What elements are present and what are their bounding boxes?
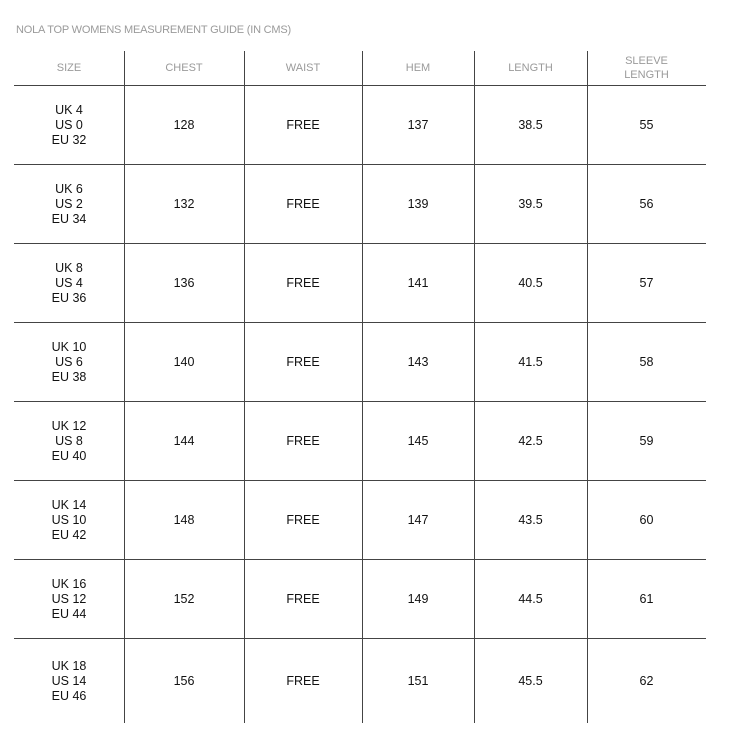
size-eu: EU 32: [51, 132, 87, 147]
waist-cell: FREE: [286, 355, 320, 369]
size-us: US 14: [51, 673, 87, 688]
hem-cell: 143: [407, 355, 429, 369]
hem-cell: 141: [407, 276, 429, 290]
sleeve-length-cell: 58: [639, 355, 654, 369]
table-row: [14, 323, 706, 402]
size-cell: [14, 86, 124, 164]
table-row: [14, 639, 706, 723]
chest-cell: 156: [173, 674, 195, 688]
hem-cell: 137: [407, 118, 429, 132]
size-cell: [14, 244, 124, 322]
length-cell: 41.5: [518, 355, 543, 369]
size-eu: EU 36: [51, 290, 87, 305]
chest-cell: 148: [173, 513, 195, 527]
size-uk: UK 14: [51, 497, 87, 512]
header-length: LENGTH: [508, 62, 553, 74]
size-uk: UK 16: [51, 576, 87, 591]
waist-cell: FREE: [286, 674, 320, 688]
header-sleeve-line2: LENGTH: [624, 69, 669, 81]
page-title: NOLA TOP WOMENS MEASUREMENT GUIDE (IN CMS): [16, 24, 291, 36]
waist-cell: FREE: [286, 592, 320, 606]
sleeve-length-cell: 55: [639, 118, 654, 132]
hem-cell: 139: [407, 197, 429, 211]
chest-cell: 136: [173, 276, 195, 290]
sleeve-length-cell: 61: [639, 592, 654, 606]
sleeve-length-cell: 60: [639, 513, 654, 527]
header-sleeve-line1: SLEEVE: [625, 55, 668, 67]
header-size: SIZE: [56, 62, 82, 74]
size-us: US 10: [51, 512, 87, 527]
table-row: [14, 481, 706, 560]
size-cell: [14, 402, 124, 480]
hem-cell: 151: [407, 674, 429, 688]
waist-cell: FREE: [286, 276, 320, 290]
size-uk: UK 6: [55, 181, 83, 196]
size-uk: UK 10: [51, 339, 87, 354]
length-cell: 44.5: [518, 592, 543, 606]
sleeve-length-cell: 62: [639, 674, 654, 688]
length-cell: 38.5: [518, 118, 543, 132]
length-cell: 45.5: [518, 674, 543, 688]
size-eu: EU 40: [51, 448, 87, 463]
hem-cell: 147: [407, 513, 429, 527]
size-uk: UK 8: [55, 260, 83, 275]
table-row: [14, 165, 706, 244]
length-cell: 43.5: [518, 513, 543, 527]
length-cell: 39.5: [518, 197, 543, 211]
size-cell: [14, 481, 124, 559]
length-cell: 42.5: [518, 434, 543, 448]
header-chest: CHEST: [165, 62, 203, 74]
size-us: US 2: [55, 196, 83, 211]
sleeve-length-cell: 56: [639, 197, 654, 211]
chest-cell: 152: [173, 592, 195, 606]
size-cell: [14, 165, 124, 243]
table-row: [14, 244, 706, 323]
size-uk: UK 12: [51, 418, 87, 433]
size-us: US 0: [55, 117, 83, 132]
size-uk: UK 18: [51, 658, 87, 673]
length-cell: 40.5: [518, 276, 543, 290]
size-cell: [14, 639, 124, 723]
size-us: US 4: [55, 275, 83, 290]
table-row: [14, 402, 706, 481]
chest-cell: 132: [173, 197, 195, 211]
sleeve-length-cell: 59: [639, 434, 654, 448]
header-sleeve-length: [587, 51, 706, 85]
waist-cell: FREE: [286, 434, 320, 448]
size-us: US 6: [55, 354, 83, 369]
sleeve-length-cell: 57: [639, 276, 654, 290]
header-waist: WAIST: [285, 62, 321, 74]
header-hem: HEM: [405, 62, 431, 74]
size-eu: EU 42: [51, 527, 87, 542]
size-us: US 12: [51, 591, 87, 606]
measurement-table: [14, 51, 706, 723]
hem-cell: 145: [407, 434, 429, 448]
size-uk: UK 4: [55, 102, 83, 117]
size-eu: EU 34: [51, 211, 87, 226]
waist-cell: FREE: [286, 118, 320, 132]
size-eu: EU 38: [51, 369, 87, 384]
table-header: [14, 51, 706, 86]
table-row: [14, 86, 706, 165]
table-row: [14, 560, 706, 639]
chest-cell: 140: [173, 355, 195, 369]
size-cell: [14, 560, 124, 638]
chest-cell: 144: [173, 434, 195, 448]
size-us: US 8: [55, 433, 83, 448]
size-eu: EU 44: [51, 606, 87, 621]
waist-cell: FREE: [286, 513, 320, 527]
waist-cell: FREE: [286, 197, 320, 211]
chest-cell: 128: [173, 118, 195, 132]
size-eu: EU 46: [51, 688, 87, 703]
hem-cell: 149: [407, 592, 429, 606]
size-cell: [14, 323, 124, 401]
